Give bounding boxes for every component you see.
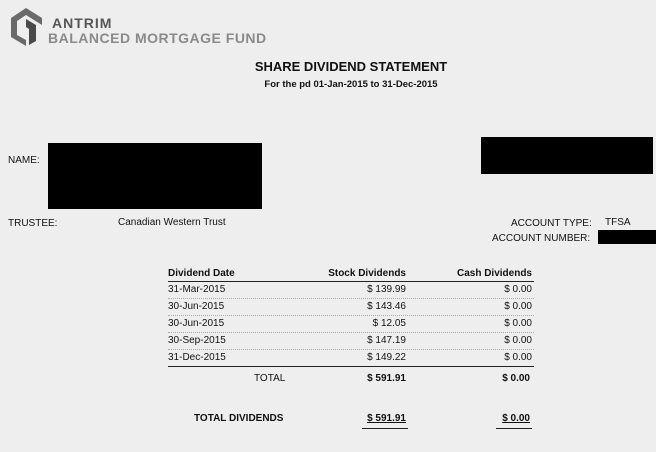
header-cash-dividends: Cash Dividends <box>456 268 532 279</box>
account-type-value: TFSA <box>605 217 631 228</box>
account-number-redaction <box>598 230 656 244</box>
row-stock: $ 143.46 <box>367 301 406 312</box>
total-row <box>168 373 534 387</box>
grand-total-cash-underline <box>496 428 532 429</box>
table-row <box>168 350 534 367</box>
row-date: 31-Mar-2015 <box>168 284 226 295</box>
trustee-value: Canadian Western Trust <box>118 217 226 228</box>
row-stock: $ 147.19 <box>367 335 406 346</box>
fund-logo-icon <box>9 7 43 47</box>
name-redaction <box>48 143 262 209</box>
row-date: 30-Jun-2015 <box>168 301 225 312</box>
table-row <box>168 299 534 316</box>
total-stock: $ 591.91 <box>367 373 406 384</box>
logo-fund-name: BALANCED MORTGAGE FUND <box>48 30 267 46</box>
grand-total-row <box>168 413 534 427</box>
row-cash: $ 0.00 <box>504 284 532 295</box>
row-date: 30-Sep-2015 <box>168 335 226 346</box>
statement-title: SHARE DIVIDEND STATEMENT <box>254 59 448 74</box>
row-stock: $ 12.05 <box>372 318 406 329</box>
grand-total-label: TOTAL DIVIDENDS <box>194 413 284 424</box>
statement-period: For the pd 01-Jan-2015 to 31-Dec-2015 <box>264 79 438 90</box>
header-stock-dividends: Stock Dividends <box>328 268 406 279</box>
row-stock: $ 149.22 <box>367 352 406 363</box>
grand-total-stock: $ 591.91 <box>367 413 406 424</box>
grand-total-cash: $ 0.00 <box>502 413 530 424</box>
name-label: NAME: <box>8 155 40 166</box>
table-row <box>168 282 534 299</box>
row-date: 31-Dec-2015 <box>168 352 226 363</box>
table-row <box>168 333 534 350</box>
row-cash: $ 0.00 <box>504 352 532 363</box>
table-row <box>168 316 534 333</box>
row-stock: $ 139.99 <box>367 284 406 295</box>
account-number-label: ACCOUNT NUMBER: <box>492 233 591 244</box>
table-header <box>168 268 534 282</box>
row-cash: $ 0.00 <box>504 301 532 312</box>
trustee-label: TRUSTEE: <box>8 218 58 229</box>
row-cash: $ 0.00 <box>504 318 532 329</box>
address-redaction <box>481 137 653 174</box>
total-cash: $ 0.00 <box>502 373 530 384</box>
total-label: TOTAL <box>254 373 286 384</box>
grand-total-stock-underline <box>362 428 408 429</box>
account-type-label: ACCOUNT TYPE: <box>511 218 592 229</box>
row-cash: $ 0.00 <box>504 335 532 346</box>
header-dividend-date: Dividend Date <box>168 268 235 279</box>
row-date: 30-Jun-2015 <box>168 318 225 329</box>
logo-name: ANTRIM <box>52 15 113 31</box>
dividend-table <box>168 268 534 367</box>
